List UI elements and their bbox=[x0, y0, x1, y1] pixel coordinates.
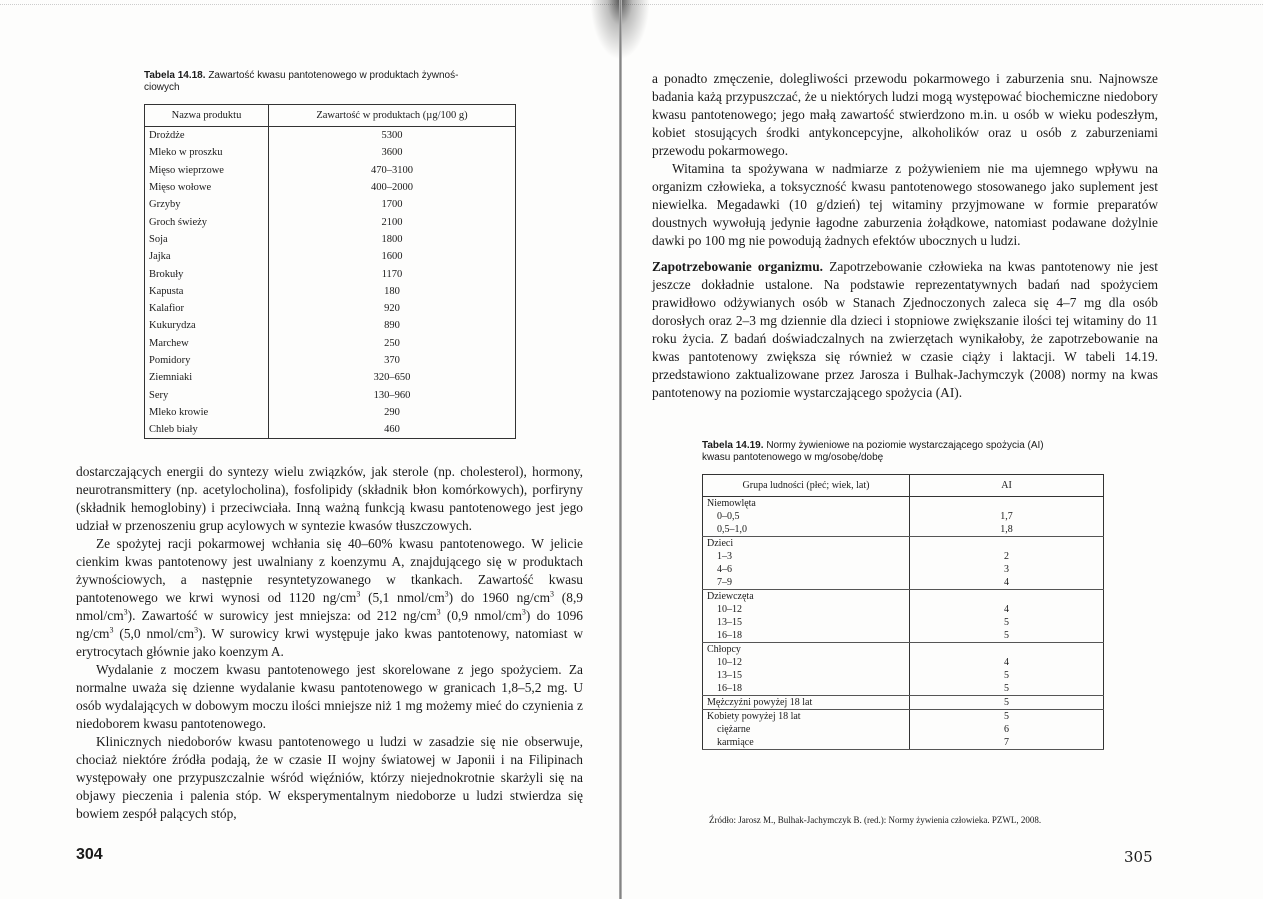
table-row bbox=[145, 144, 516, 161]
paragraph: Witamina ta spożywana w nadmiarze z pożywieniem nie ma ujemnego wpływu na organizm człowieka, a toksyczność kwasu pantotenowego stosowanego jako suplement jest niewielka. Megadawki (10 g/dzień) tej witaminy przyjmowane w formie preparatów doustnych wywołują jedynie łagodne zaburzenia żołądkowe, natomiast podawane dożylnie dawki po 100 mg nie powodują żadnych efektów ubocznych u ludzi. bbox=[652, 161, 1158, 248]
table-row bbox=[145, 265, 516, 282]
table-14-18 bbox=[144, 104, 516, 439]
table-row bbox=[703, 629, 1104, 643]
col-header: Nazwa produktu bbox=[145, 105, 269, 127]
product-value: 1170 bbox=[381, 268, 403, 280]
product-value: 1800 bbox=[381, 233, 403, 245]
product-name: Soja bbox=[145, 231, 269, 248]
age-range: 16–18 bbox=[703, 682, 910, 696]
paragraph: Ze spożytej racji pokarmowej wchłania się 40–60% kwasu pantotenowego. W jelicie cienkim kwas pantotenowy jest uwalniany z koenzymu A, znajdującego się w produktach żywnościowych, a następnie resyntetyzowanego w tkankach. Zawartość kwasu pantotenowego we krwi wynosi od 1120 $ng/cm^3$ (5,1 nmol/$cm^3$) do 1960 $ng/cm^3$ (8,9 nmol/$cm^3$). Zawartość w surowicy jest mniejsza: od 212 $ng/cm^3$ (0,9 nmol/$cm^3$) do 1096 $ng/cm^3$ (5,0 nmol/$cm^3$). W surowicy krwi występuje jako kwas pantotenowy, natomiast w erytrocytach głównie jako koenzym A. bbox=[76, 536, 584, 659]
group-row bbox=[703, 537, 1104, 551]
group-label: Kobiety powyżej 18 lat bbox=[703, 710, 910, 724]
caption-line-2: kwasu pantotenowego w mg/osobę/dobę bbox=[702, 452, 884, 463]
table-row bbox=[145, 283, 516, 300]
group-row bbox=[703, 643, 1104, 657]
table-row bbox=[145, 369, 516, 386]
group-value bbox=[910, 590, 1104, 604]
table-14-19-body bbox=[703, 497, 1104, 750]
product-value: 290 bbox=[384, 406, 400, 418]
group-row bbox=[703, 497, 1104, 511]
ai-value: 5 bbox=[1004, 617, 1009, 628]
table-row bbox=[145, 162, 516, 179]
table-row bbox=[145, 421, 516, 439]
age-range: 10–12 bbox=[703, 603, 910, 616]
product-value: 2100 bbox=[381, 216, 403, 228]
product-value: 1600 bbox=[381, 251, 403, 263]
product-value: 180 bbox=[384, 285, 400, 297]
table-row bbox=[703, 669, 1104, 682]
table-row bbox=[703, 523, 1104, 537]
col-header: Zawartość w produktach (µg/100 g) bbox=[269, 105, 516, 127]
product-name: Mleko krowie bbox=[145, 404, 269, 421]
ai-value: 7 bbox=[910, 736, 1104, 750]
age-range: 13–15 bbox=[703, 669, 910, 682]
age-range: 1–3 bbox=[703, 550, 910, 563]
product-name: Groch świeży bbox=[145, 213, 269, 230]
ai-value: 2 bbox=[1004, 551, 1009, 562]
caption-label: Tabela 14.18. bbox=[144, 70, 206, 81]
table-row bbox=[145, 248, 516, 265]
paragraph: Klinicznych niedoborów kwasu pantotenowego u ludzi w zasadzie się nie obserwuje, chociaż niektóre źródła podają, że w czasie II wojny światowej w Japonii i na Filipinach występowały one przypuszczalnie wśród więźniów, którzy niejednokrotnie skarżyli się na objawy pieczenia i palenia stóp. W eksperymentalnym niedoborze u ludzi stwierdza się bowiem zespół palących stóp, bbox=[76, 734, 583, 821]
product-value: 1700 bbox=[381, 199, 403, 211]
product-name: Chleb biały bbox=[145, 421, 269, 439]
col-header: AI bbox=[910, 475, 1104, 497]
table-row bbox=[703, 656, 1104, 669]
product-name: Ziemniaki bbox=[145, 369, 269, 386]
col-header: Grupa ludności (płeć; wiek, lat) bbox=[703, 475, 910, 497]
product-name: Grzyby bbox=[145, 196, 269, 213]
age-range: 4–6 bbox=[703, 563, 910, 576]
product-value: 370 bbox=[384, 355, 400, 366]
table-row bbox=[145, 352, 516, 369]
ai-value: 1,7 bbox=[1000, 511, 1013, 522]
product-value: 320–650 bbox=[373, 372, 411, 384]
table-row bbox=[145, 231, 516, 248]
paragraph: Zapotrzebowanie organizmu. Zapotrzebowanie człowieka na kwas pantotenowy nie jest jeszcze dokładnie ustalone. Na podstawie reprezentatywnych badań nad spożyciem prawidłowo odżywianych osób w Stanach Zjednoczonych zaleca się 4–7 mg dla osób dorosłych oraz 2–3 mg dziennie dla dzieci i stopniowe zwiększanie ilości tej witaminy do 11 roku życia. Z badań doświadczalnych na zwierzętach wynikałoby, że zapotrzebowanie na kwas pantotenowy zwiększa się również w czasie ciąży i laktacji. W tabeli 14.19. przedstawiono zaktualizowane przez Jarosza i Bulhak-Jachymczyk (2008) normy na kwas pantotenowy na poziomie wystarczającego spożycia (AI). bbox=[652, 259, 1158, 400]
caption-label: Tabela 14.19. bbox=[702, 440, 764, 451]
group-value bbox=[910, 643, 1104, 657]
product-value: 130–960 bbox=[373, 389, 411, 401]
product-name: Pomidory bbox=[145, 352, 269, 369]
paragraph: dostarczających energii do syntezy wielu związków, jak sterole (np. cholesterol), hormony, neurotransmittery (np. acetylocholina), fosfolipidy (składnik błon komórkowych), porfiryny (składnik hemoglobiny) i przeciwciała. Inną ważną funkcją kwasu pantotenowego jest jego udział w przenoszeniu grup acylowych w syntezie kwasów tłuszczowych. bbox=[76, 464, 583, 533]
table-row bbox=[703, 603, 1104, 616]
table-row bbox=[703, 682, 1104, 696]
product-name: Jajka bbox=[145, 248, 269, 265]
product-name: Sery bbox=[145, 386, 269, 403]
ai-value: 4 bbox=[1004, 657, 1009, 668]
group-row bbox=[703, 590, 1104, 604]
right-body-text bbox=[652, 70, 1158, 402]
ai-value: 5 bbox=[910, 629, 1104, 643]
product-name: Mleko w proszku bbox=[145, 144, 269, 161]
table-row bbox=[703, 550, 1104, 563]
age-range: 10–12 bbox=[703, 656, 910, 669]
paragraph: a ponadto zmęczenie, dolegliwości przewodu pokarmowego i zaburzenia snu. Najnowsze badania każą przypuszczać, że u niektórych ludzi mogą występować biochemiczne niedobory kwasu pantotenowego; jego małą zawartość stwierdzono m.in. u osób w wieku podeszłym, kobiet stosujących środki antykoncepcyjne, alkoholików oraz u osób z zaburzeniami przewodu pokarmowego. bbox=[652, 71, 1158, 158]
book-gutter bbox=[619, 0, 622, 899]
product-value: 3600 bbox=[381, 147, 403, 159]
age-range: karmiące bbox=[703, 736, 910, 750]
product-name: Marchew bbox=[145, 335, 269, 352]
product-name: Drożdże bbox=[145, 127, 269, 145]
table-14-19 bbox=[702, 474, 1104, 750]
age-range: 13–15 bbox=[703, 616, 910, 629]
table-14-18-body bbox=[145, 127, 516, 439]
group-value: 5 bbox=[910, 696, 1104, 710]
product-name: Kalafior bbox=[145, 300, 269, 317]
table-row bbox=[145, 386, 516, 403]
page-number-left: 304 bbox=[76, 846, 103, 863]
age-range: 7–9 bbox=[703, 576, 910, 590]
group-label: Mężczyźni powyżej 18 lat bbox=[703, 696, 910, 710]
group-value: 5 bbox=[1004, 711, 1009, 722]
group-row bbox=[703, 710, 1104, 724]
ai-value: 4 bbox=[1004, 604, 1009, 615]
group-row bbox=[703, 696, 1104, 710]
product-value: 5300 bbox=[381, 130, 403, 142]
table-row bbox=[145, 179, 516, 196]
age-range: 16–18 bbox=[703, 629, 910, 643]
table-14-18-caption bbox=[144, 70, 516, 94]
product-name: Mięso wieprzowe bbox=[145, 162, 269, 179]
ai-value: 3 bbox=[1004, 564, 1009, 575]
table-row bbox=[703, 723, 1104, 736]
caption-line-1: Normy żywieniowe na poziomie wystarczającego spożycia (AI) bbox=[766, 440, 1044, 451]
table-row bbox=[703, 736, 1104, 750]
ai-value: 5 bbox=[1004, 670, 1009, 681]
group-label: Chłopcy bbox=[703, 643, 910, 657]
table-row bbox=[145, 335, 516, 352]
page-number-right: 305 bbox=[1124, 848, 1153, 866]
product-name: Kapusta bbox=[145, 283, 269, 300]
table-row bbox=[145, 196, 516, 213]
age-range: 0–0,5 bbox=[703, 510, 910, 523]
group-label: Dzieci bbox=[703, 537, 910, 551]
table-row bbox=[145, 317, 516, 334]
product-value: 460 bbox=[384, 424, 400, 436]
ai-value: 5 bbox=[910, 682, 1104, 696]
ai-value: 1,8 bbox=[910, 523, 1104, 537]
left-body-text bbox=[76, 463, 583, 823]
table-row bbox=[145, 127, 516, 145]
group-label: Dziewczęta bbox=[703, 590, 910, 604]
section-heading: Zapotrzebowanie organizmu. bbox=[652, 259, 823, 274]
table-row bbox=[145, 213, 516, 230]
ai-value: 4 bbox=[910, 576, 1104, 590]
group-value bbox=[910, 497, 1104, 511]
table-source-note: Źródło: Jarosz M., Bulhak-Jachymczyk B. (red.): Normy żywienia człowieka. PZWL, 2008. bbox=[709, 815, 1042, 825]
table-row bbox=[145, 300, 516, 317]
age-range: ciężarne bbox=[703, 723, 910, 736]
product-value: 400–2000 bbox=[371, 182, 413, 194]
caption-line-1: Zawartość kwasu pantotenowego w produktach żywnoś- bbox=[208, 70, 459, 81]
product-value: 250 bbox=[384, 337, 400, 349]
group-value bbox=[910, 537, 1104, 551]
table-row bbox=[703, 510, 1104, 523]
product-value: 470–3100 bbox=[371, 164, 413, 176]
table-row bbox=[703, 563, 1104, 576]
product-name: Brokuły bbox=[145, 265, 269, 282]
table-row bbox=[145, 404, 516, 421]
paragraph: Wydalanie z moczem kwasu pantotenowego jest skorelowane z jego spożyciem. Za normalne uważa się dzienne wydalanie kwasu pantotenowego w granicach 1,8–5,2 mg. U osób wydalających w dobowym moczu ilości mniejsze niż 1 mg możemy mieć do czynienia z niedoborem kwasu pantotenowego. bbox=[76, 662, 583, 731]
ai-value: 6 bbox=[1004, 724, 1009, 735]
table-row bbox=[703, 576, 1104, 590]
table-14-19-caption bbox=[702, 440, 1104, 464]
age-range: 0,5–1,0 bbox=[703, 523, 910, 537]
caption-line-2: ciowych bbox=[144, 82, 180, 93]
table-row bbox=[703, 616, 1104, 629]
product-name: Kukurydza bbox=[145, 317, 269, 334]
product-value: 890 bbox=[384, 320, 400, 332]
product-name: Mięso wołowe bbox=[145, 179, 269, 196]
product-value: 920 bbox=[384, 303, 400, 315]
group-label: Niemowlęta bbox=[703, 497, 910, 511]
